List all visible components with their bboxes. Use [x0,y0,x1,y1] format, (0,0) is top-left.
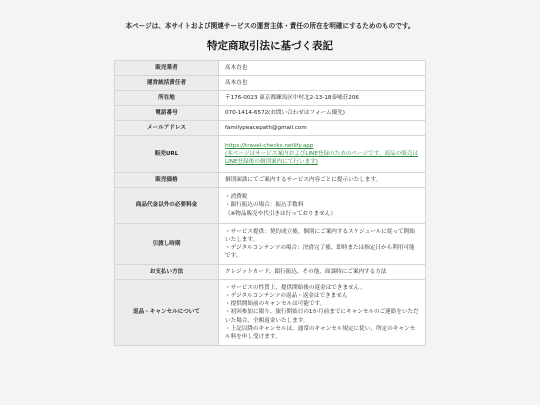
value-line: クレジットカード、銀行振込、その他、面談時にご案内する方法 [225,268,387,275]
sales-url-link[interactable]: https://travel-checks.netlify.app [225,142,314,149]
table-row [115,224,426,265]
value-line: ・デジタルコンテンツの返品・返金はできません [225,293,348,300]
value-line: （※物品販売や代引きは行っておりません） [225,210,336,217]
table-row [115,136,426,173]
value-line: 個別面談にてご案内するサービス内容ごとに提示いたします。 [225,176,382,183]
table-row [115,188,426,224]
row-value [219,280,426,346]
value-line: 070-1414-6572(お問い合わせはフォーム優先) [225,109,345,116]
table-row [115,76,426,91]
row-value [219,91,426,106]
value-line: ・銀行振込の場合：振込手数料 [225,202,304,209]
value-line: ・サービスの性質上、提供開始後の返金はできません。 [225,285,366,292]
row-label: 所在地 [115,91,219,106]
row-value [219,121,426,136]
row-value [219,106,426,121]
row-label: 販売業者 [115,61,219,76]
row-value [219,76,426,91]
row-label: 販売URL [115,136,219,173]
row-label: お支払い方法 [115,265,219,280]
row-label: 商品代金以外の必要料金 [115,188,219,224]
row-label: 返品・キャンセルについて [115,280,219,346]
row-value [219,136,426,173]
row-value [219,173,426,188]
value-line: ・デジタルコンテンツの場合：決済完了後、即時または指定日から利用可能です。 [225,245,415,260]
row-label: 電話番号 [115,106,219,121]
value-line: ・上記以降のキャンセルは、通常のキャンセル規定に従い、所定のキャンセル料を申し受けます。 [225,325,416,340]
value-line: ・提供開始前のキャンセルは可能です。 [225,301,326,308]
row-label: 運営統括責任者 [115,76,219,91]
value-line: familypeacepath@gmail.com [225,124,307,131]
row-value [219,188,426,224]
table-row [115,173,426,188]
intro-text: 本ページは、本サイトおよび関連サービスの運営主体・責任の所在を明確にするためのものです。 [125,22,415,30]
table-row [115,91,426,106]
table-row [115,106,426,121]
value-line: ・初回参加に限り、旅行開始日の1か月前までにキャンセルのご連絡をいただいた場合、全額返金いたします。 [225,309,419,324]
value-line: ・サービス提供：契約成立後、個別にご案内するスケジュールに従って開始いたします。 [225,228,415,243]
value-line: 〒176-0023 東京都練馬区中村北2-13-18泰哺荘206 [225,94,359,101]
row-label: メールアドレス [115,121,219,136]
value-line: 髙木直也 [225,64,248,71]
legal-info-table [114,60,426,346]
row-value [219,224,426,265]
row-value [219,61,426,76]
table-row [115,265,426,280]
value-line: 髙木直也 [225,79,248,86]
table-row [115,121,426,136]
table-row [115,280,426,346]
row-label: 販売価格 [115,173,219,188]
row-value [219,265,426,280]
page-title: 特定商取引法に基づく表記 [207,40,333,52]
value-line: (本ページはサービス案内およびLINE登録のためのページです。商品の販売はLINE登録後の個別案内にて行います) [225,150,418,166]
value-line: ・消費税 [225,194,248,201]
table-row [115,61,426,76]
row-label: 引渡し時期 [115,224,219,265]
